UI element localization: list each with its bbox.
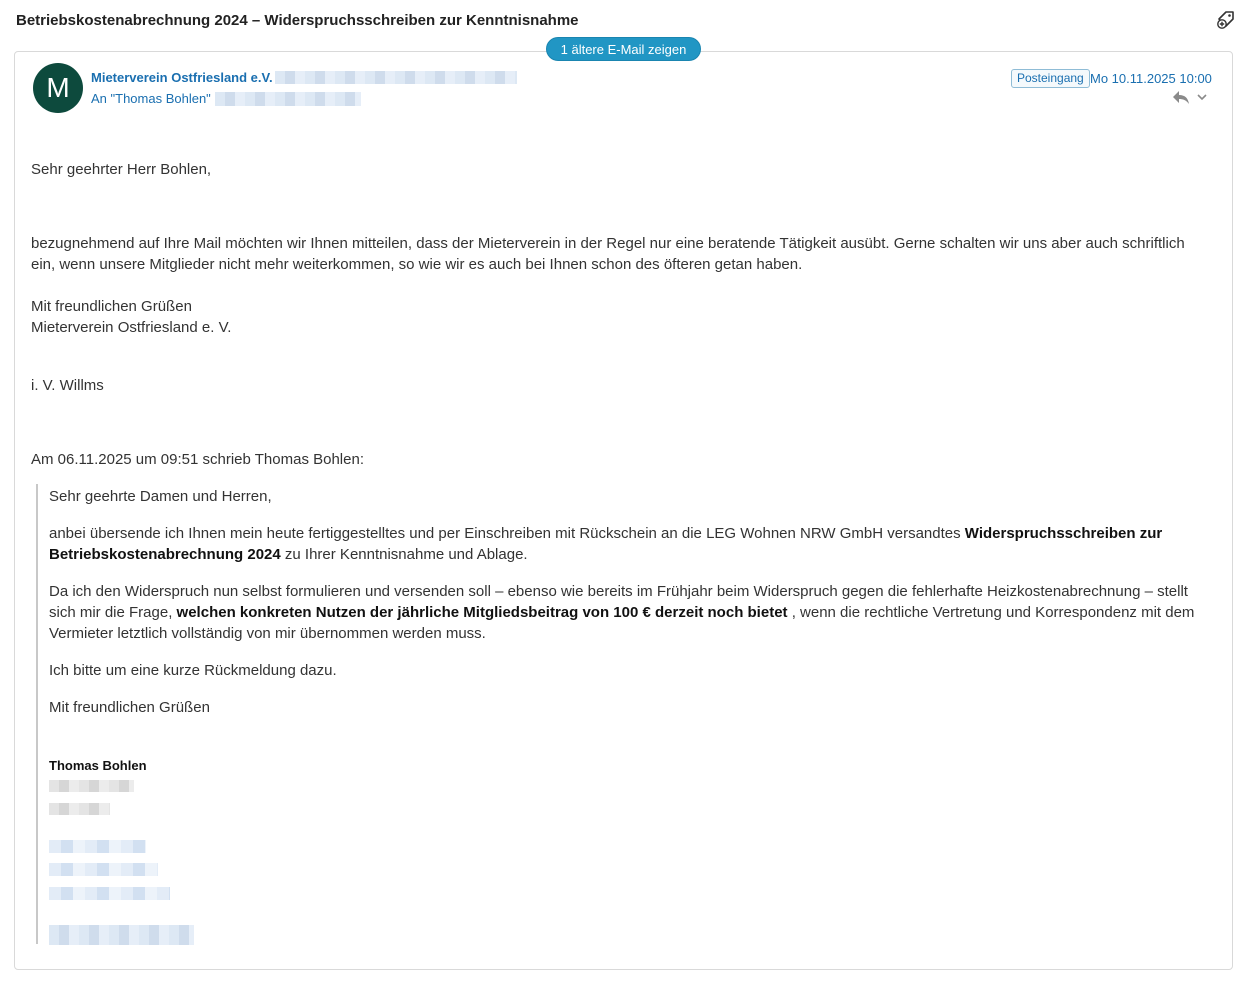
quoted-p1-bold: Widerspruchsschreiben zur Betriebskostenabrechnung 2024 [49,525,1163,563]
sender-email-redacted [275,71,517,84]
quote-header: Am 06.11.2025 um 09:51 schrieb Thomas Bohlen: [31,451,364,468]
quoted-p2-start: Da ich den Widerspruch nun selbst formulieren und versenden soll – ebenso wie bereits im Frühjahr beim Widerspruch gegen die fehlerhafte Heizkostenabrechnung – stellt sich mir die Frage, [49,583,1188,621]
tag-add-icon[interactable] [1216,10,1236,30]
quoted-p2-end: , wenn die rechtliche Vertretung und Korrespondenz mit dem Vermieter letztlich vollständig von mir übernommen werden muss. [49,604,1195,642]
greeting-text: Sehr geehrter Herr Bohlen, [31,161,212,178]
redacted-line [49,803,110,815]
redacted-line [49,887,170,900]
quoted-p2-bold: welchen konkreten Nutzen der jährliche Mitgliedsbeitrag von 100 € derzeit noch bietet [176,604,788,621]
reply-icon[interactable] [1171,89,1191,105]
redacted-line [49,863,158,876]
sender-avatar: M [33,63,83,113]
quoted-signature-name: Thomas Bohlen [49,758,147,773]
organization-name: Mieterverein Ostfriesland e. V. [31,319,232,336]
redacted-line [49,925,194,945]
body-paragraph: bezugnehmend auf Ihre Mail möchten wir Ihnen mitteilen, dass der Mieterverein in der Regel nur eine beratende Tätigkeit ausübt. Gerne schalten wir uns aber auch schriftlich ein, wenn unsere Mitglieder nicht mehr weiterkommen, so wie wir es auch bei Ihnen schon des öfteren getan haben. [31,235,1185,273]
quoted-p1-start: anbei übersende ich Ihnen mein heute fertiggestelltes und per Einschreiben mit Rückschein an die LEG Wohnen NRW GmbH versandtes [49,525,965,542]
quoted-message [36,484,1206,944]
chevron-down-icon[interactable] [1196,91,1208,103]
folder-badge[interactable]: Posteingang [1011,69,1090,88]
closing-text: Mit freundlichen Grüßen [31,298,192,315]
redacted-line [49,840,146,853]
quoted-greeting: Sehr geehrte Damen und Herren, [49,488,272,505]
recipient-line[interactable]: An "Thomas Bohlen" [91,91,211,106]
signature-text: i. V. Willms [31,377,104,394]
recipient-email-redacted [215,92,361,106]
show-older-email-button[interactable]: 1 ältere E-Mail zeigen [546,37,701,61]
quoted-closing: Mit freundlichen Grüßen [49,699,210,716]
sender-name[interactable]: Mieterverein Ostfriesland e.V. [91,70,273,85]
email-subject: Betriebskostenabrechnung 2024 – Widerspruchsschreiben zur Kenntnisnahme [16,12,579,29]
redacted-line [49,780,134,792]
quoted-paragraph-2 [49,581,1204,644]
quoted-paragraph-3: Ich bitte um eine kurze Rückmeldung dazu. [49,662,337,679]
quoted-paragraph-1 [49,523,1204,565]
message-date: Mo 10.11.2025 10:00 [1090,71,1212,86]
quoted-p1-end: zu Ihrer Kenntnisnahme und Ablage. [280,546,528,563]
